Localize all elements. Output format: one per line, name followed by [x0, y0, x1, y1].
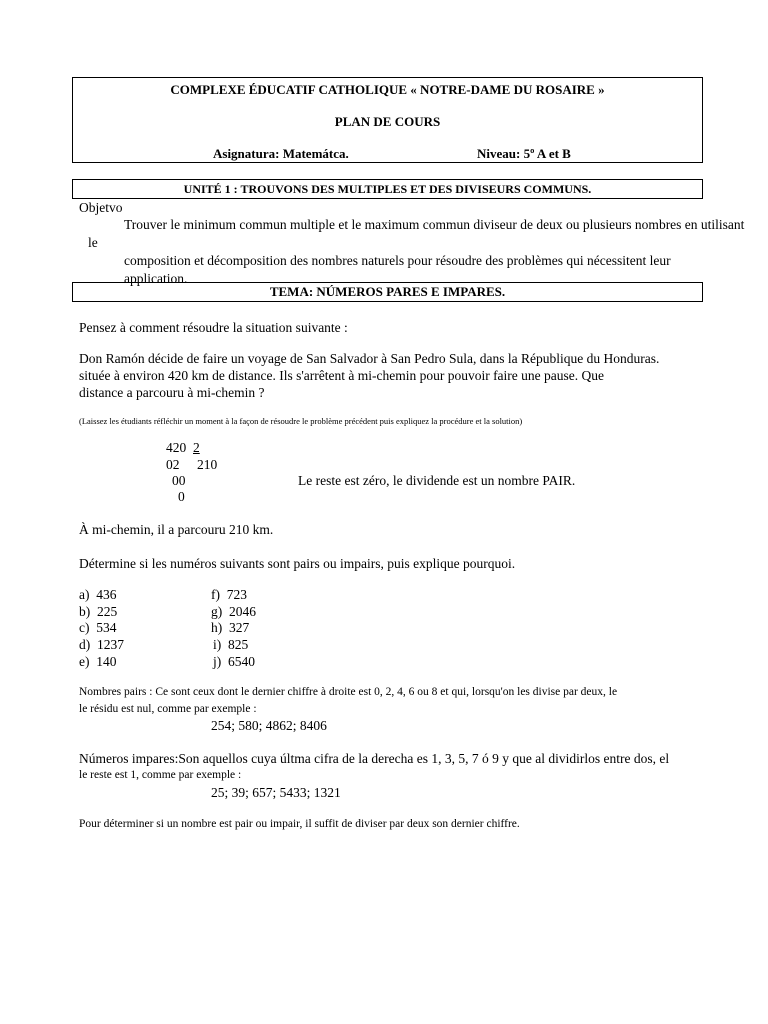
- exercise-item: d) 1237: [79, 637, 124, 652]
- division-remainder: 0: [178, 489, 185, 504]
- objective-line-2: composition et décomposition des nombres naturels pour résoudre des problèmes qui nécessitent leur: [124, 253, 671, 268]
- odd-definition-line-1: Números impares:Son aquellos cuya últma cifra de la derecha es 1, 3, 5, 7 ó 9 y que al dividirlos entre dos, el: [79, 751, 670, 766]
- objective-line-3: application.: [124, 271, 188, 286]
- objective-text: [88, 216, 756, 288]
- division-dividend: 420: [166, 440, 187, 455]
- problem-line-1: Don Ramón décide de faire un voyage de San Salvador à San Pedro Sula, dans la République du Honduras.: [79, 351, 660, 366]
- header-box: [72, 77, 703, 163]
- theme-title: TEMA: NÚMEROS PARES E IMPARES.: [72, 282, 703, 302]
- problem-line-3: distance a parcouru à mi-chemin ?: [79, 385, 265, 400]
- even-examples: 254; 580; 4862; 8406: [211, 718, 327, 733]
- exercise-item: e) 140: [79, 654, 117, 669]
- division-partial: 02: [166, 457, 180, 472]
- unit-title: UNITÉ 1 : TROUVONS DES MULTIPLES ET DES DIVISEURS COMMUNS.: [72, 179, 703, 199]
- exercise-item: a) 436: [79, 587, 117, 602]
- division-remark: Le reste est zéro, le dividende est un nombre PAIR.: [298, 473, 576, 488]
- rule-text: Pour déterminer si un nombre est pair ou impair, il suffit de diviser par deux son dernier chiffre.: [79, 818, 520, 830]
- odd-definition-line-2: le reste est 1, comme par exemple :: [79, 769, 242, 781]
- division-divisor: 2: [193, 440, 200, 455]
- school-name: COMPLEXE ÉDUCATIF CATHOLIQUE « NOTRE-DAME DU ROSAIRE »: [170, 82, 605, 97]
- exercise-item: b) 225: [79, 604, 118, 619]
- answer-text: À mi-chemin, il a parcouru 210 km.: [79, 522, 274, 537]
- exercise-item: c) 534: [79, 620, 117, 635]
- intro-text: Pensez à comment résoudre la situation suivante :: [79, 320, 348, 335]
- objective-label: Objetvo: [79, 200, 123, 215]
- exercise-item: j) 6540: [213, 654, 255, 669]
- problem-line-2: située à environ 420 km de distance. Ils s'arrêtent à mi-chemin pour pouvoir faire une pause. Que: [79, 368, 605, 383]
- subject-label: Asignatura: Matemátca.: [213, 146, 349, 161]
- even-definition-line-1: Nombres pairs : Ce sont ceux dont le dernier chiffre à droite est 0, 2, 4, 6 ou 8 et qui, lorsqu'on les divise par deux, le: [79, 686, 618, 698]
- exercise-item: g) 2046: [211, 604, 256, 619]
- exercise-item: i) 825: [213, 637, 249, 652]
- odd-examples: 25; 39; 657; 5433; 1321: [211, 785, 341, 800]
- level-label: Niveau: 5º A et B: [477, 146, 571, 161]
- division-quotient: 210: [197, 457, 218, 472]
- even-definition-line-2: le résidu est nul, comme par exemple :: [79, 703, 257, 715]
- division-remainder-row: 00: [172, 473, 186, 488]
- teacher-note: (Laissez les étudiants réfléchir un moment à la façon de résoudre le problème précédent puis expliquez la procédure et la solution): [79, 416, 523, 426]
- exercise-item: h) 327: [211, 620, 250, 635]
- objective-line-1: Trouver le minimum commun multiple et le maximum commun diviseur de deux ou plusieurs nombres en utilisant le: [88, 217, 745, 250]
- exercise-prompt: Détermine si les numéros suivants sont pairs ou impairs, puis explique pourquoi.: [79, 556, 516, 571]
- exercise-item: f) 723: [211, 587, 247, 602]
- document-title: PLAN DE COURS: [334, 114, 441, 129]
